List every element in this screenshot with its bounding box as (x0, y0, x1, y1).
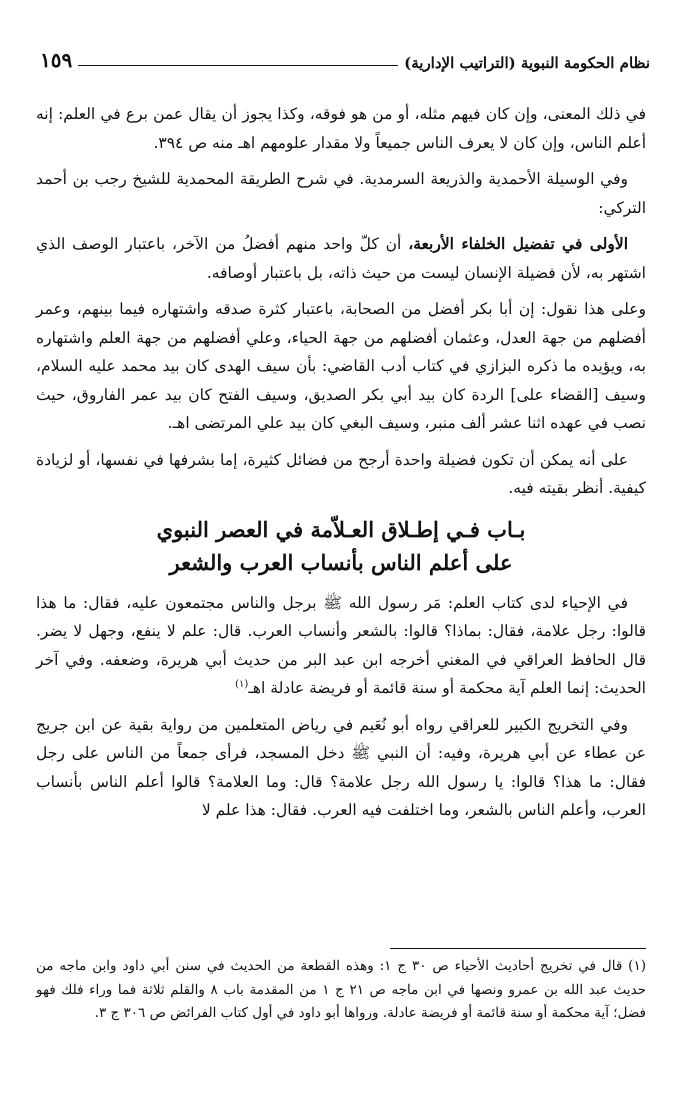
paragraph-7: وفي التخريج الكبير للعراقي رواه أبو نُعَيم في رياض المتعلمين من رواية بقية عن ابن جريج عن عطاء عن أبي هريرة، وفيه: أن النبي ﷺ دخل المسجد، فرأى جمعاً من الناس على رجل فقال: ما هذا؟ قالوا: يا رسول الله رجل علامة؟ قال: وما العلامة؟ قالوا أعلم الناس بأنساب العرب، وأعلم الناس بالشعر، وما اختلفت فيه العرب. فقال: هذا علم لا (36, 715, 646, 819)
chapter-heading-line-1: بـاب فـي إطـلاق العـلاّمة في العصر النبوي (156, 516, 526, 542)
footnote-marker: (١) (235, 678, 249, 690)
running-header (40, 42, 650, 72)
header-rule (78, 65, 398, 66)
paragraph-3-body: أن كلّ واحد منهم أفضلُ من الآخر، باعتبار الوصف الذي اشتهر به، لأن فضيلة الإنسان ليست من حيث ذاته، بل باعتبار أوصافه. (36, 235, 646, 282)
chapter-heading (36, 513, 646, 579)
paragraph-6-text: في الإحياء لدى كتاب العلم: مَر رسول الله ﷺ برجل والناس مجتمعون عليه، فقال: ما هذا قالوا: رجل علامة، فقال: بماذا؟ قالوا: بالشعر وأنساب العرب. قال: علم لا ينفع، وجهل لا يضر. قال الحافظ العراقي في المغني أخرجه ابن عبد البر من حديث أبي هريرة، وضعفه. وفي آخر الحديث: إنما العلم آية محكمة أو سنة قائمة أو فريضة عادلة اهـ (36, 593, 646, 697)
paragraph-6 (36, 589, 646, 703)
paragraph-3-heading: الأولى في تفضيل الخلفاء الأربعة، (408, 234, 628, 253)
paragraph-1: في ذلك المعنى، وإن كان فيهم مثله، أو من هو فوقه، وكذا يجوز أن يقال عمن برع في العلم: إنه أعلم الناس، وإن كان لا يعرف الناس جميعاً ولا مقدار علومهم اهـ منه ص ٣٩٤. (36, 105, 646, 152)
footnotes (36, 948, 646, 1026)
page-number: ١٥٩ (40, 48, 73, 72)
paragraph-3 (36, 230, 646, 287)
main-text (36, 100, 646, 833)
header-title: نظام الحكومة النبوية (التراتيب الإدارية) (404, 54, 650, 72)
paragraph-5: على أنه يمكن أن تكون فضيلة واحدة أرجح من فضائل كثيرة، إما بشرفها في نفسها، أو لزيادة كيفية. أنظر بقيته فيه. (36, 450, 646, 497)
chapter-heading-line-2: على أعلم الناس بأنساب العرب والشعر (169, 549, 513, 575)
footnote-1: (١) قال في تخريج أحاديث الأحياء ص ٣٠ ج ١: وهذه القطعة من الحديث في سنن أبي داود وابن ماجه من حديث عبد الله بن عمرو ونصها في ابن ماجه ص ٢١ ج ١ من المقدمة باب ٨ والقلم ثلاثة فما وراء فلك فهو فضل؛ آية محكمة أو سنة قائمة أو فريضة عادلة. ورواها أبو داود في أول كتاب الفرائض ص ٣٠٦ ج ٣. (36, 958, 647, 1021)
paragraph-4: وعلى هذا نقول: إن أبا بكر أفضل من الصحابة، باعتبار كثرة صدقه واشتهاره فيما بينهم، وعمر أفضلهم من جهة العدل، وعثمان أفضلهم من جهة الحياء، وعلي أفضلهم من جهة العلم واشتهاره به، ويؤيده ما ذكره البزازي في كتاب أدب القاضي: بأن سيف الهدى كان بيد محمد عليه السلام، وسيف [القضاء على] الردة كان بيد أبي بكر الصديق، وسيف الفتح كان بيد عمر الفاروق، حيث نصب في عهده اثنا عشر ألف منبر، وسيف البغي كان بيد علي المرتضى اهـ. (36, 300, 646, 432)
paragraph-2: وفي الوسيلة الأحمدية والذريعة السرمدية. في شرح الطريقة المحمدية للشيخ رجب بن أحمد التركي: (36, 170, 646, 217)
footnote-rule (390, 948, 646, 949)
